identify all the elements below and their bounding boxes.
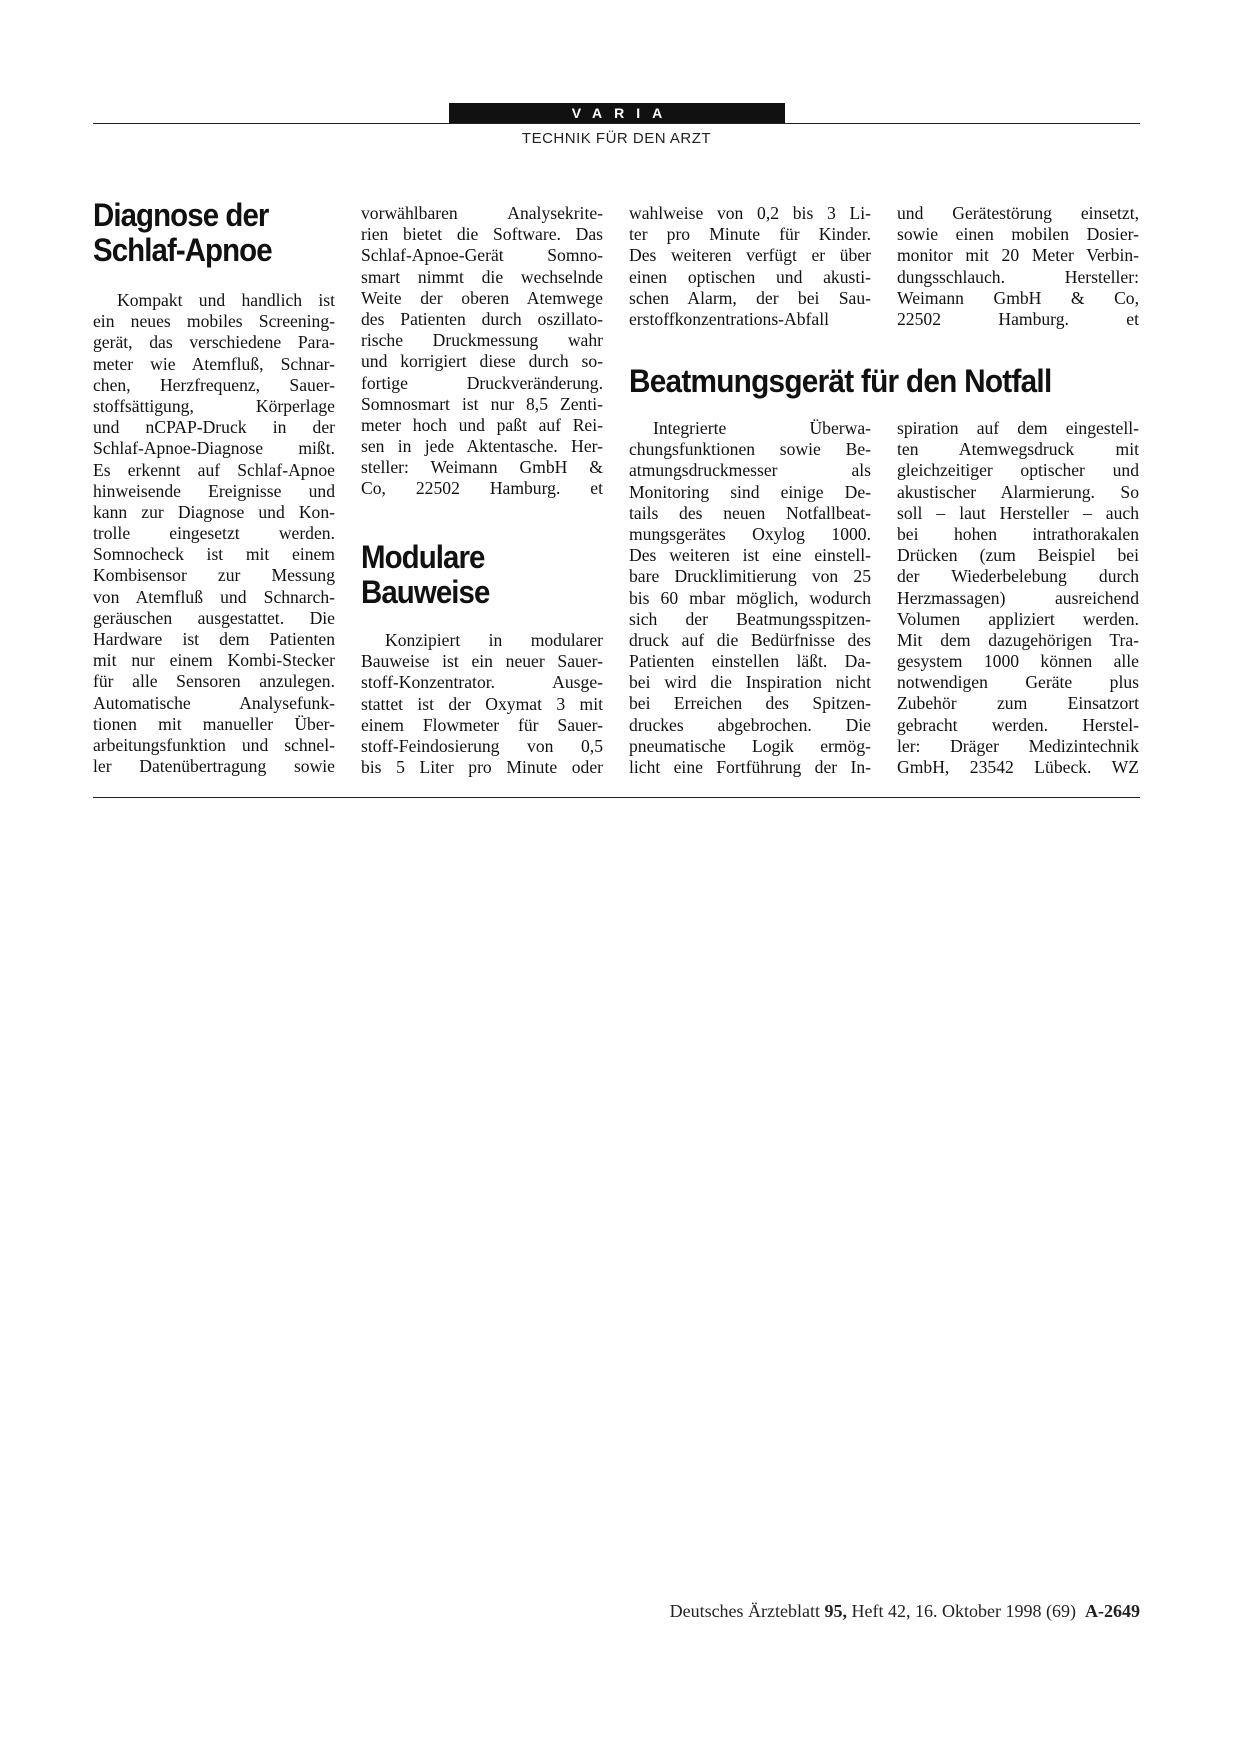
subsection-label: TECHNIK FÜR DEN ARZT: [521, 130, 712, 147]
article-2-body-continued: [629, 203, 871, 330]
text-line: notwendigen Geräte plus: [897, 672, 1139, 693]
text-line: ten Atemwegsdruck mit: [897, 439, 1139, 460]
footer-rule: [93, 797, 1140, 798]
text-line: gesystem 1000 können alle: [897, 651, 1139, 672]
text-line: bis 5 Liter pro Minute oder: [361, 757, 603, 778]
footer-page-number: A-2649: [1085, 1601, 1140, 1621]
text-line: soll – laut Hersteller – auch: [897, 502, 1139, 523]
text-line: 22502 Hamburg. et: [897, 308, 1139, 329]
article-2-title: [361, 540, 603, 610]
text-line: Somnosmart ist nur 8,5 Zenti-: [361, 393, 603, 414]
text-line: Schlaf-Apnoe-Gerät Somno-: [361, 245, 603, 266]
text-line: bei wird die Inspiration nicht: [629, 672, 871, 693]
article-1-body: [93, 290, 335, 777]
text-line: sich der Beatmungsspitzen-: [629, 608, 871, 629]
text-line: Herzmassagen) ausreichend: [897, 587, 1139, 608]
text-line: Drücken (zum Beispiel bei: [897, 545, 1139, 566]
text-line: Zubehör zum Einsatzort: [897, 693, 1139, 714]
article-2-title-line-2: Bauweise: [361, 574, 490, 610]
text-line: ter pro Minute für Kinder.: [629, 224, 871, 245]
text-line: stoffsättigung, Körperlage: [93, 395, 335, 416]
text-line: arbeitungsfunktion und schnel-: [93, 734, 335, 755]
text-line: rische Druckmessung wahr: [361, 330, 603, 351]
text-line: bei hohen intrathorakalen: [897, 523, 1139, 544]
text-line: einen optischen und akusti-: [629, 266, 871, 287]
text-line: der Wiederbelebung durch: [897, 566, 1139, 587]
text-line: mungsgerätes Oxylog 1000.: [629, 523, 871, 544]
text-line: gleichzeitiger optischer und: [897, 460, 1139, 481]
footer-journal: Deutsches Ärzteblatt: [669, 1601, 821, 1621]
text-line: und nCPAP-Druck in der: [93, 417, 335, 438]
text-line: Patienten einstellen läßt. Da-: [629, 651, 871, 672]
text-line: licht eine Fortführung der In-: [629, 757, 871, 777]
text-line: erstoffkonzentrations-Abfall: [629, 308, 829, 329]
text-line: schen Alarm, der bei Sau-: [629, 287, 871, 308]
text-line: mit nur einem Kombi-Stecker: [93, 650, 335, 671]
text-line: einem Flowmeter für Sauer-: [361, 714, 603, 735]
text-line: Es erkennt auf Schlaf-Apnoe: [93, 459, 335, 480]
text-line: steller: Weimann GmbH &: [361, 457, 603, 478]
text-line: druckes abgebrochen. Die: [629, 714, 871, 735]
text-line: tails des neuen Notfallbeat-: [629, 502, 871, 523]
text-line: monitor mit 20 Meter Verbin-: [897, 245, 1139, 266]
text-line: smart nimmt die wechselnde: [361, 266, 603, 287]
text-line: vorwählbaren Analysekrite-: [361, 203, 603, 223]
text-line: Weimann GmbH & Co,: [897, 287, 1139, 308]
footer-volume: 95,: [824, 1601, 848, 1621]
text-line: atmungsdruckmesser als: [629, 460, 871, 481]
text-line: Des weiteren ist eine einstell-: [629, 545, 871, 566]
article-3-title: Beatmungsgerät für den Notfall: [629, 363, 1052, 399]
text-line: gerät, das verschiedene Para-: [93, 332, 335, 353]
text-line: Kombisensor zur Messung: [93, 565, 335, 586]
article-2-body: [361, 630, 603, 778]
text-line: GmbH, 23542 Lübeck. WZ: [897, 757, 1139, 777]
text-line: sen in jede Aktentasche. Her-: [361, 436, 603, 457]
footer-issue: Heft 42, 16. Oktober 1998 (69): [851, 1601, 1076, 1621]
text-line: Co, 22502 Hamburg. et: [361, 478, 603, 499]
text-line: hinweisende Ereignisse und: [93, 480, 335, 501]
article-3-body: [629, 418, 871, 778]
article-1-body-continued: [361, 203, 603, 500]
text-line: Mit dem dazugehörigen Tra-: [897, 629, 1139, 650]
text-line: chungsfunktionen sowie Be-: [629, 439, 871, 460]
text-line: tionen mit manueller Über-: [93, 713, 335, 734]
text-line: wahlweise von 0,2 bis 3 Li-: [629, 203, 871, 223]
text-line: pneumatische Logik ermög-: [629, 735, 871, 756]
page-footer: [595, 1601, 1140, 1622]
text-line: akustischer Alarmierung. So: [897, 481, 1139, 502]
text-line: bei Erreichen des Spitzen-: [629, 693, 871, 714]
text-line: Kompakt und handlich ist: [117, 290, 335, 310]
text-line: chen, Herzfrequenz, Sauer-: [93, 374, 335, 395]
text-line: ein neues mobiles Screening-: [93, 311, 335, 332]
text-line: kann zur Diagnose und Kon-: [93, 501, 335, 522]
text-line: trolle eingesetzt werden.: [93, 523, 335, 544]
text-line: dungsschlauch. Hersteller:: [897, 266, 1139, 287]
text-line: geräuschen ausgestattet. Die: [93, 607, 335, 628]
text-line: meter hoch und paßt auf Rei-: [361, 414, 603, 435]
header-rule: [93, 123, 1140, 124]
article-1-title: [93, 198, 335, 268]
text-line: ler: Dräger Medizintechnik: [897, 735, 1139, 756]
section-label: VARIA: [449, 103, 785, 124]
text-line: von Atemfluß und Schnarch-: [93, 586, 335, 607]
article-2-body-end: [897, 203, 1139, 330]
text-line: stattet ist der Oxymat 3 mit: [361, 693, 603, 714]
text-line: des Patienten durch oszillato-: [361, 308, 603, 329]
text-line: rien bietet die Software. Das: [361, 224, 603, 245]
article-2-title-line-1: Modulare: [361, 539, 485, 575]
text-line: Hardware ist dem Patienten: [93, 629, 335, 649]
text-line: Bauweise ist ein neuer Sauer-: [361, 651, 603, 672]
text-line: spiration auf dem eingestell-: [897, 418, 1139, 438]
text-line: Konzipiert in modularer: [385, 630, 603, 650]
text-line: Schlaf-Apnoe-Diagnose mißt.: [93, 438, 335, 459]
article-3-body-continued: [897, 418, 1139, 778]
text-line: druck auf die Bedürfnisse des: [629, 629, 871, 650]
text-line: bis 60 mbar möglich, wodurch: [629, 587, 871, 608]
article-1-title-line-1: Diagnose der: [93, 197, 269, 233]
text-line: gebracht werden. Herstel-: [897, 714, 1139, 735]
text-line: bare Drucklimitierung von 25: [629, 566, 871, 587]
text-line: Integrierte Überwa-: [653, 418, 871, 438]
text-line: Weite der oberen Atemwege: [361, 287, 603, 308]
text-line: stoff-Feindosierung von 0,5: [361, 735, 603, 756]
text-line: Automatische Analysefunk-: [93, 692, 335, 713]
text-line: und korrigiert diese durch so-: [361, 351, 603, 372]
text-line: Somnocheck ist mit einem: [93, 544, 335, 565]
text-line: Volumen appliziert werden.: [897, 608, 1139, 629]
text-line: Monitoring sind einige De-: [629, 481, 871, 502]
text-line: meter wie Atemfluß, Schnar-: [93, 353, 335, 374]
text-line: und Gerätestörung einsetzt,: [897, 203, 1139, 223]
article-1-title-line-2: Schlaf-Apnoe: [93, 232, 272, 268]
text-line: Des weiteren verfügt er über: [629, 245, 871, 266]
text-line: sowie einen mobilen Dosier-: [897, 224, 1139, 245]
text-line: ler Datenübertragung sowie: [93, 756, 335, 777]
text-line: für alle Sensoren anzulegen.: [93, 671, 335, 692]
text-line: fortige Druckveränderung.: [361, 372, 603, 393]
text-line: stoff-Konzentrator. Ausge-: [361, 672, 603, 693]
